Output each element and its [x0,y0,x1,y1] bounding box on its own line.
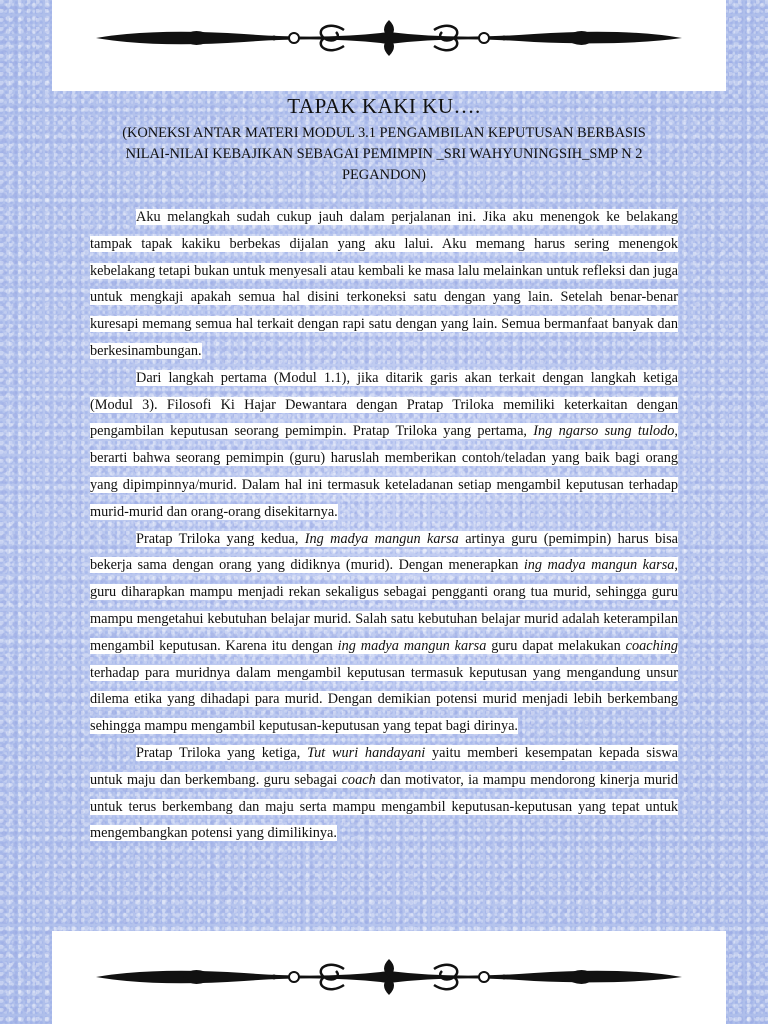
essay-body [90,204,678,847]
text-run: yaitu memberi kesempatan kepada siswa untuk maju dan berkembang. guru sebagai [90,744,678,788]
text-run: dan motivator, ia mampu mendorong kinerja murid untuk terus berkembang dan maju serta mampu mengambil keputusan-keputusan yang tepat untuk mengembangkan potensi yang dimilikinya. [90,771,678,842]
italic-term: Ing ngarso sung tulodo [533,423,675,440]
italic-term: ing madya mangun karsa [523,557,675,574]
italic-term: coach [341,771,376,788]
text-run: terhadap para muridnya dalam mengambil keputusan termasuk keputusan yang mengandung unsur dilema etika yang dihadapi para murid. Dengan demikian potensi murid menjadi lebih berkembang sehingga mampu mengambil keputusan-keputusan yang tepat bagi dirinya. [90,664,678,735]
paragraph-3 [90,526,678,740]
top-ornament-banner [52,0,726,91]
paragraph-text: Aku melangkah sudah cukup jauh dalam perjalanan ini. Jika aku menengok ke belakang tampak tapak kakiku berbekas dijalan yang aku lalui. Aku memang harus sering menengok kebelakang tetapi bukan untuk menyesali atau kembali ke masa lalu melainkan untuk refleksi dan juga untuk mengkaji apakah semua hal disini terkoneksi satu dengan yang lain. Setelah benar-benar kuresapi memang semua hal terkait dengan rapi satu dengan yang lain. Semua bermanfaat banyak dan berkesinambungan. [90,209,678,359]
paragraph-1 [90,204,678,365]
paragraph-text [90,531,678,735]
paragraph-text [90,370,678,520]
paragraph-2 [90,365,678,526]
text-run: , berarti bahwa seorang pemimpin (guru) haruslah memberikan contoh/teladan yang baik bagi orang yang dipimpinnya/murid. Dalam hal ini termasuk keteladanan setiap mengambil keputusan terhadap murid-murid dan orang-orang disekitarnya. [90,423,678,520]
bottom-ornament-banner [52,931,726,1024]
text-run: Pratap Triloka yang ketiga, [136,744,307,761]
scroll-ornament-icon [94,16,684,60]
scroll-ornament-icon [94,955,684,999]
text-run: Dari langkah pertama (Modul 1.1), jika ditarik garis akan terkait dengan langkah ketiga (Modul 3). Filosofi Ki Hajar Dewantara dengan Pratap Triloka memiliki keterkaitan dengan pengambilan keputusan seorang pemimpin. Pratap Triloka yang pertama, [90,369,678,440]
italic-term: coaching [625,637,679,654]
page-title: TAPAK KAKI KU…. [287,94,481,118]
page-subtitle: (KONEKSI ANTAR MATERI MODUL 3.1 PENGAMBILAN KEPUTUSAN BERBASIS NILAI-NILAI KEBAJIKAN SEBAGAI PEMIMPIN _SRI WAHYUNINGSIH_SMP N 2 PEGANDON) [122,125,646,183]
text-run: artinya guru (pemimpin) harus bisa bekerja sama dengan orang yang didiknya (murid). Dengan menerapkan [90,530,678,574]
text-run: , guru diharapkan mampu menjadi rekan sekaligus sebagai pengganti orang tua murid, sehingga guru mampu mengetahui kebutuhan belajar murid. Salah satu kebutuhan belajar murid adalah keterampilan mengambil keputusan. Karena itu dengan [90,557,678,654]
text-run: guru dapat melakukan [486,637,626,654]
paragraph-text [90,745,678,841]
italic-term: ing madya mangun karsa [337,637,487,654]
italic-term: Tut wuri handayani [307,744,426,761]
text-run: Pratap Triloka yang kedua, [136,530,305,547]
paragraph-4 [90,740,678,847]
italic-term: Ing madya mangun karsa [304,530,459,547]
